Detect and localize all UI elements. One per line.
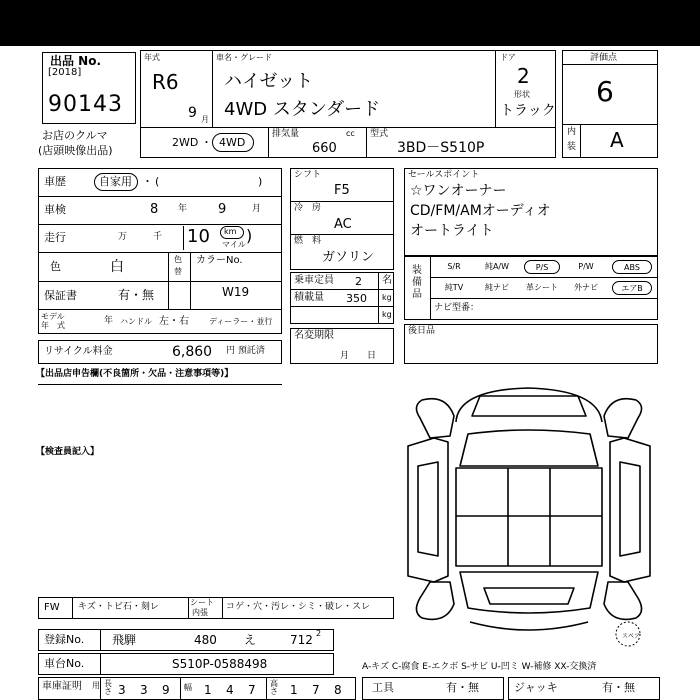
- interior-grade: A: [610, 128, 624, 152]
- color: 白: [110, 259, 124, 275]
- damage-legend: A-キズ C-腐食 E-エクボ S-サビ U-凹ミ W-補修 XX-交換済: [362, 662, 597, 672]
- air-conditioning: AC: [334, 217, 352, 232]
- drive-4wd: 4WD: [219, 136, 246, 149]
- car-diagram: [398, 376, 660, 652]
- header-contact: 車両引取先:「岐阜県高山市」 車両に関するお問合せ:JU岐阜 058-398-5102: [54, 6, 646, 25]
- header-transport: 陸送問合せ:US物流 058-397-1066 AS-iAucは落札日の5日後以降にJU岐阜会場から搬出: [100, 28, 600, 42]
- chassis-number: S510P-0588498: [172, 657, 268, 671]
- shop-car-2: (店頭映像出品): [38, 144, 113, 157]
- inspection-year: 8: [150, 202, 159, 217]
- equip-airbag: エアB: [612, 281, 652, 295]
- registration-area: 飛騨: [112, 633, 137, 647]
- score-value: 6: [596, 75, 614, 108]
- body-shape: トラック: [500, 103, 556, 119]
- registration-kana: え: [244, 633, 257, 647]
- sales-point-3: オートライト: [410, 223, 494, 239]
- recycle-fee: 6,860: [172, 344, 213, 360]
- exhibit-label: 出品 No.: [50, 54, 102, 68]
- own-use: 自家用: [99, 175, 132, 188]
- spare-label: スペア: [622, 633, 641, 640]
- capacity: 2: [355, 275, 362, 288]
- load-capacity: 350: [346, 292, 367, 305]
- registration-number: 712: [290, 633, 313, 647]
- handle: 左・右: [159, 316, 189, 327]
- jack: 有・無: [602, 681, 635, 694]
- equip-ps: P/S: [524, 260, 560, 274]
- later-items-box: [404, 324, 658, 364]
- name-label: 車名・グレード: [216, 53, 272, 62]
- tools: 有・無: [446, 681, 479, 694]
- garage-cert-box: [38, 677, 356, 700]
- mileage: 10: [187, 226, 210, 247]
- car-grade: 4WD スタンダード: [224, 99, 381, 120]
- lot-year: [2018]: [48, 67, 82, 78]
- model-code: 3BD－S510P: [397, 140, 485, 156]
- km-unit: km: [224, 227, 237, 236]
- month: 9: [188, 105, 197, 121]
- report-label: 【出品店申告欄(不良箇所・欠品・注意事項等)】: [36, 369, 234, 379]
- year-label: 年式: [144, 53, 160, 62]
- inspector-label: 【検査員記入】: [36, 447, 100, 457]
- shift: F5: [334, 183, 350, 198]
- color-number: W19: [222, 285, 250, 299]
- sales-point-1: ☆ワンオーナー: [410, 183, 507, 199]
- fuel: ガソリン: [322, 250, 375, 265]
- era: R6: [152, 70, 179, 94]
- inspection-month: 9: [218, 202, 227, 217]
- sales-point-2: CD/FM/AMオーディオ: [410, 203, 551, 219]
- lot-number: 90143: [48, 92, 123, 117]
- displacement: 660: [312, 141, 337, 156]
- shop-car-1: お店のクルマ: [42, 129, 108, 142]
- doors: 2: [517, 64, 530, 88]
- equip-abs: ABS: [612, 260, 652, 274]
- warranty: 有・無: [118, 288, 155, 302]
- equipment-label: 装備品: [412, 265, 422, 300]
- registration-class: 480: [194, 633, 217, 647]
- car-name: ハイゼット: [224, 71, 314, 92]
